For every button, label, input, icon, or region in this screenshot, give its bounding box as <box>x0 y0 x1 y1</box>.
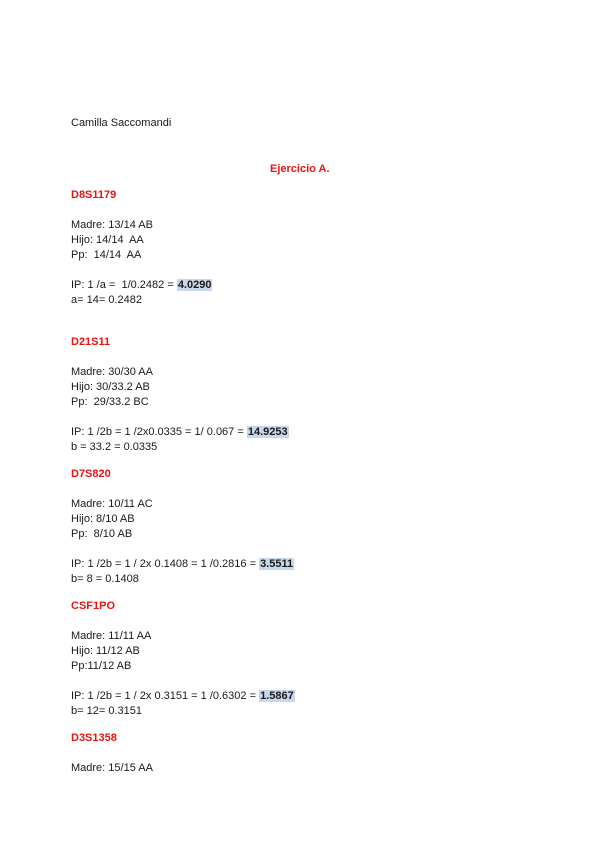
locus-section <box>71 335 551 455</box>
ip-result-highlight: 4.0290 <box>177 279 212 291</box>
hijo-genotype: Hijo: 11/12 AB <box>71 645 140 657</box>
ip-formula <box>71 425 551 440</box>
locus-heading: D21S11 <box>71 336 111 348</box>
locus-section <box>71 599 551 719</box>
pp-genotype: Pp: 14/14 AA <box>71 249 142 261</box>
allele-frequency: a= 14= 0.2482 <box>71 294 142 306</box>
hijo-genotype: Hijo: 14/14 AA <box>71 234 144 246</box>
author-name: Camilla Saccomandi <box>71 117 172 129</box>
madre-genotype: Madre: 30/30 AA <box>71 366 153 378</box>
madre-genotype: Madre: 13/14 AB <box>71 219 153 231</box>
ip-formula <box>71 689 551 704</box>
locus-heading: D3S1358 <box>71 732 117 744</box>
allele-frequency: b= 12= 0.3151 <box>71 705 142 717</box>
ip-formula-text: IP: 1 /a = 1/0.2482 = <box>71 279 177 291</box>
allele-frequency: b= 8 = 0.1408 <box>71 573 139 585</box>
ip-formula <box>71 557 551 572</box>
hijo-genotype: Hijo: 30/33.2 AB <box>71 381 150 393</box>
exercise-title: Ejercicio A. <box>270 163 330 175</box>
hijo-genotype: Hijo: 8/10 AB <box>71 513 135 525</box>
locus-section <box>71 188 551 308</box>
ip-result-highlight: 14.9253 <box>247 426 288 438</box>
ip-result-highlight: 1.5867 <box>260 690 294 702</box>
allele-frequency: b = 33.2 = 0.0335 <box>71 441 158 453</box>
ip-formula <box>71 278 551 293</box>
madre-genotype: Madre: 11/11 AA <box>71 630 152 642</box>
locus-heading: D7S820 <box>71 468 111 480</box>
ip-formula-text: IP: 1 /2b = 1 / 2x 0.3151 = 1 /0.6302 = <box>71 690 260 702</box>
pp-genotype: Pp: 29/33.2 BC <box>71 396 149 408</box>
ip-result-highlight: 3.5511 <box>260 558 294 570</box>
locus-section <box>71 731 551 776</box>
locus-section <box>71 467 551 587</box>
locus-heading: CSF1PO <box>71 600 116 612</box>
pp-genotype: Pp: 8/10 AB <box>71 528 133 540</box>
ip-formula-text: IP: 1 /2b = 1 / 2x 0.1408 = 1 /0.2816 = <box>71 558 260 570</box>
locus-heading: D8S1179 <box>71 189 117 201</box>
ip-formula-text: IP: 1 /2b = 1 /2x0.0335 = 1/ 0.067 = <box>71 426 247 438</box>
madre-genotype: Madre: 15/15 AA <box>71 762 153 774</box>
pp-genotype: Pp:11/12 AB <box>71 660 132 672</box>
madre-genotype: Madre: 10/11 AC <box>71 498 153 510</box>
